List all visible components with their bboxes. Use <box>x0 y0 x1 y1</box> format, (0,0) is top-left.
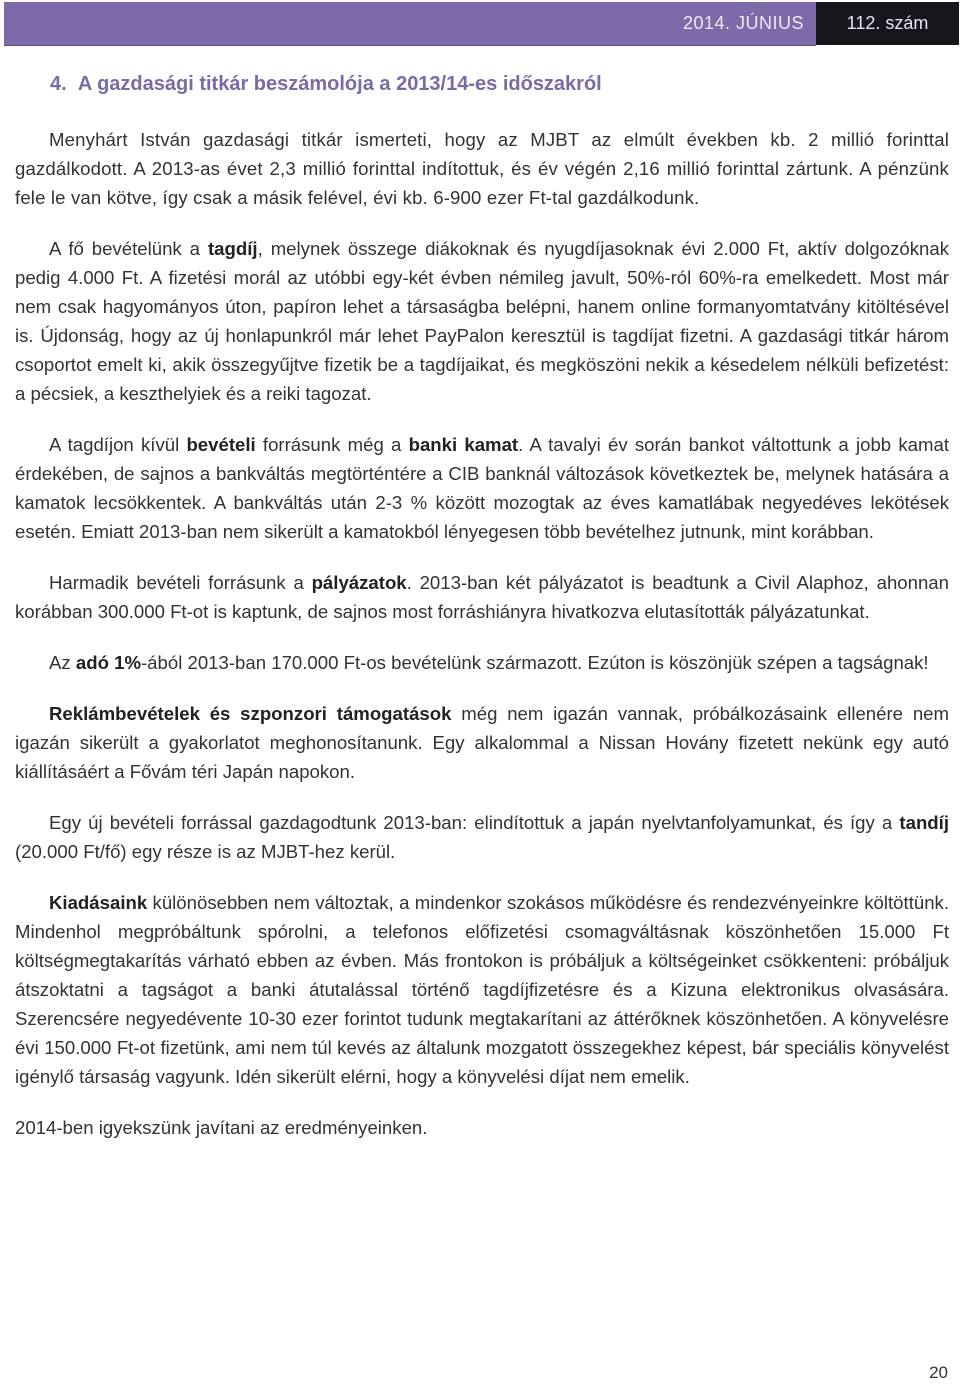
text-run: -ából 2013-ban 170.000 Ft-os bevételünk származott. Ezúton is köszönjük szépen a tagságnak! <box>140 652 929 673</box>
section-number: 4. <box>50 73 67 95</box>
paragraph-intro: Menyhárt István gazdasági titkár ismerteti, hogy az MJBT az elmúlt években kb. 2 millió forinttal gazdálkodott. A 2013-as évet 2,3 millió forinttal indítottuk, és év végén 2,16 millió forinttal zártunk. A pénzünk fele le van kötve, így csak a másik felével, évi kb. 6-900 ezer Ft-tal gazdálkodunk. <box>15 129 949 208</box>
header-band <box>4 2 816 46</box>
text-run: A tagdíjon kívül <box>49 434 187 455</box>
bold-term: tandíj <box>899 812 949 833</box>
text-run: . 2013-ban két pályázatot is beadtunk a Civil Alaphoz, ahonnan korábban 300.000 Ft-ot is kaptunk, de sajnos most forráshiányra hivatkozva elutasították pályázatunkat. <box>15 572 949 622</box>
paragraph-membership-fee <box>15 234 949 408</box>
paragraph-tuition <box>15 808 949 866</box>
paragraph-closing: 2014-ben igyekszünk javítani az eredményeinken. <box>15 1117 428 1138</box>
text-run: Harmadik bevételi forrásunk a <box>49 572 312 593</box>
paragraph-grants <box>15 568 949 626</box>
text-run: (20.000 Ft/fő) egy része is az MJBT-hez kerül. <box>15 841 396 862</box>
issue-number: 112. szám <box>816 2 959 45</box>
text-run: Az <box>49 652 76 673</box>
page-number: 20 <box>929 1363 948 1382</box>
article-body <box>15 125 949 1142</box>
bold-term: banki kamat <box>408 434 519 455</box>
paragraph-expenses <box>15 888 949 1091</box>
section-title <box>50 73 602 96</box>
text-run: , melynek összege diákoknak és nyugdíjasoknak évi 2.000 Ft, aktív dolgozóknak pedig 4.000 Ft. A fizetési morál az utóbbi egy-két évben némileg javult, 50%-ról 60%-ra emelkedett. Most már nem csak hagyományos úton, papíron lehet a társaságba belépni, hanem online formanyomtatvány kitöltésével is. Újdonság, hogy az új honlapunkról már lehet PayPalon keresztül is tagdíjat fizetni. A gazdasági titkár három csoportot emelt ki, akik összegyűjtve fizetik be a tagdíjaikat, és megköszöni nekik a késedelem nélküli befizetést: a pécsiek, a keszthelyiek és a reiki tagozat. <box>15 238 950 404</box>
paragraph-bank-interest <box>15 430 949 546</box>
text-run: forrásunk még a <box>255 434 409 455</box>
paragraph-sponsorship <box>15 699 949 786</box>
paragraph-tax-one-percent <box>15 648 949 677</box>
bold-term: Kiadásaink <box>49 892 148 913</box>
text-run: Egy új bevételi forrással gazdagodtunk 2013-ban: elindítottuk a japán nyelvtanfolyamunkat, és így a <box>49 812 900 833</box>
bold-term: bevételi <box>186 434 256 455</box>
page-header <box>4 2 959 45</box>
bold-term: Reklámbevételek és szponzori támogatások <box>49 703 452 724</box>
section-title-text: A gazdasági titkár beszámolója a 2013/14-es időszakról <box>77 73 602 95</box>
text-run: különösebben nem változtak, a mindenkor szokásos működésre és rendezvényeinkre költöttünk. Mindenhol megpróbáltunk spórolni, a telefonos előfizetési csomagváltásnak köszönhetően 15.000 Ft költségmegtakarítás várható ebben az évben. Más frontokon is próbáljuk a költségeinket csökkenteni: próbáljuk átszoktatni a tagságot a banki átutalással történő tagdíjfizetésre és a Kizuna elektronikus olvasására. Szerencsére negyedévente 10-30 ezer forintot tudunk megtakarítani az áttérőknek köszönhetően. A könyvelésre évi 150.000 Ft-ot fizetünk, ami nem túl kevés az általunk mozgatott összegekhez képest, bár speciális könyvelést igénylő társaság vagyunk. Idén sikerült elérni, hogy a könyvelési díjat nem emelik. <box>15 892 949 1087</box>
bold-term: pályázatok <box>311 572 407 593</box>
text-run: . A tavalyi év során bankot váltottunk a jobb kamat érdekében, de sajnos a bankváltás megtörténtére a CIB banknál változások következtek be, melynek hatására a kamatok lecsökkentek. A bankváltás után 2-3 % között mozogtak az éves kamatlábak negyedéves lekötések esetén. Emiatt 2013-ban nem sikerült a kamatokból lényegesen több bevételhez jutnunk, mint korábban. <box>15 434 949 542</box>
bold-term: adó 1% <box>75 652 141 673</box>
text-run: még nem igazán vannak, próbálkozásaink ellenére nem igazán sikerült a gyakorlatot meghonosítanunk. Egy alkalommal a Nissan Hovány fizetett nekünk egy autó kiállításáért a Fővám téri Japán napokon. <box>15 703 949 782</box>
issue-date: 2014. JÚNIUS <box>682 13 804 33</box>
text-run: A fő bevételünk a <box>49 238 208 259</box>
bold-term: tagdíj <box>207 238 258 259</box>
